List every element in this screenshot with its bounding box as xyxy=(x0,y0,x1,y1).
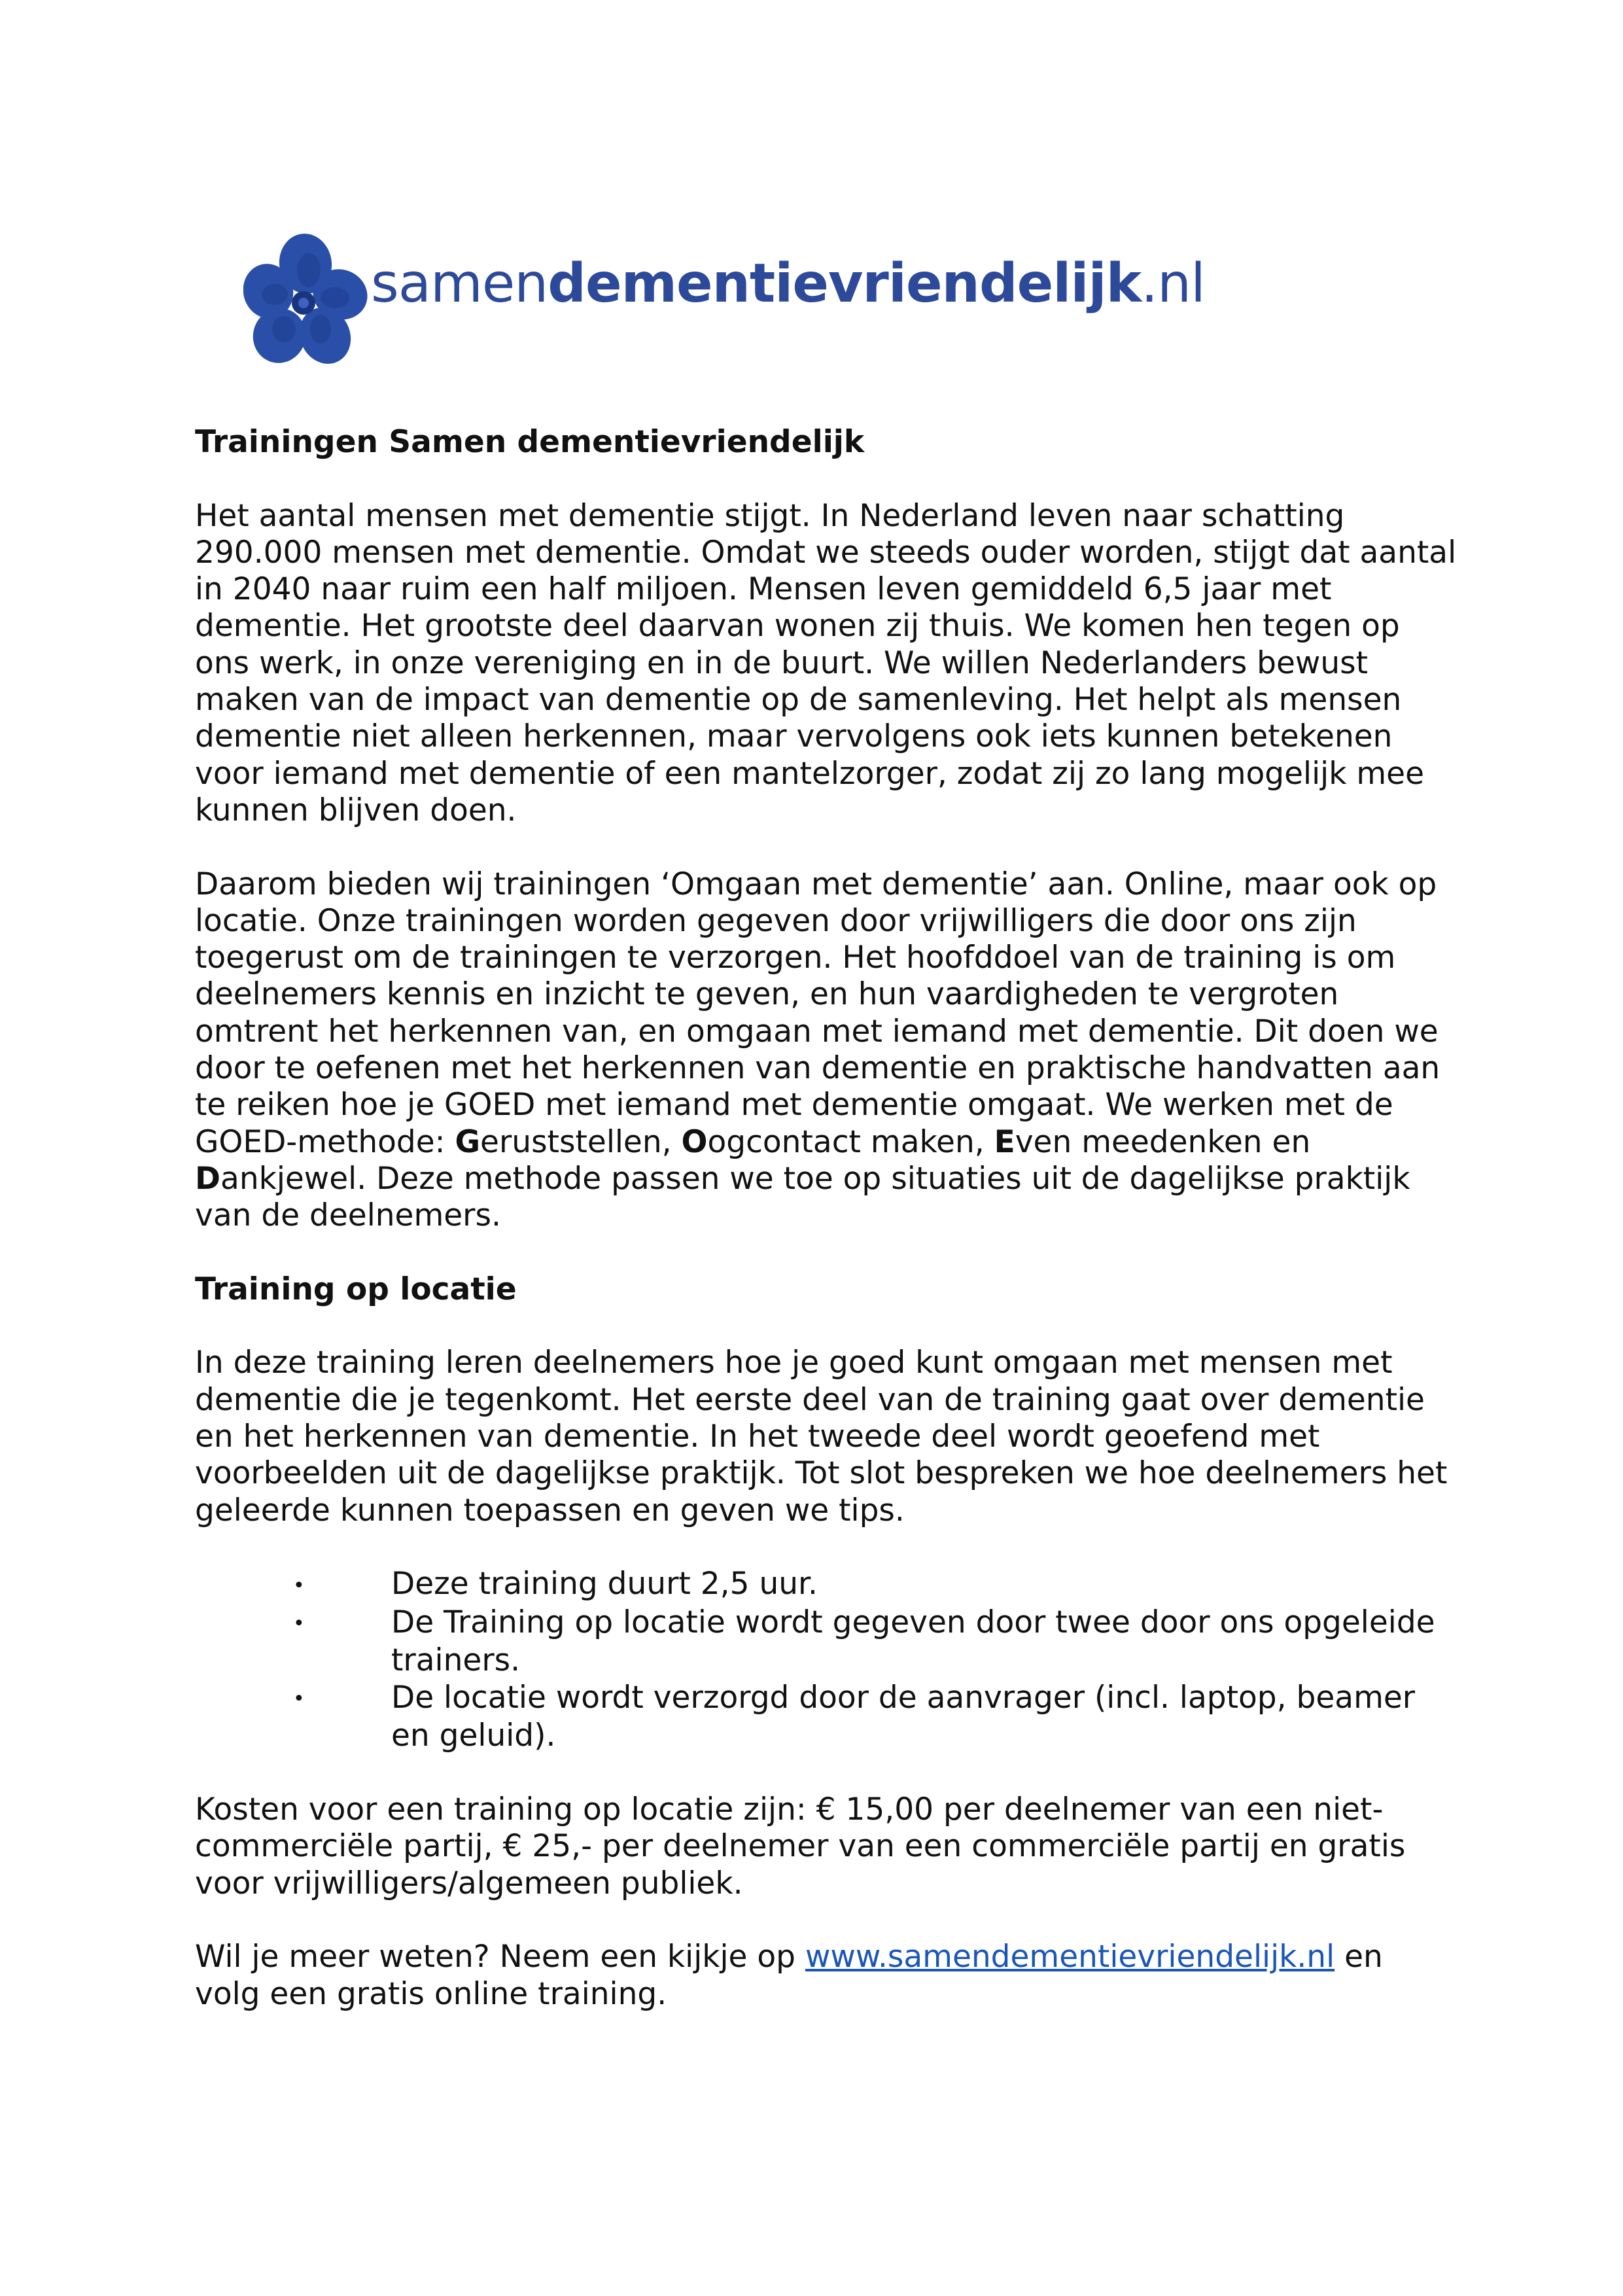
list-item: • Deze training duurt 2,5 uur. xyxy=(293,1566,1457,1604)
logo-text-dementievriendelijk: dementievriendelijk xyxy=(548,253,1142,315)
logo-text-nl: .nl xyxy=(1141,253,1205,315)
bullet-icon: • xyxy=(293,1687,305,1711)
goed-letter-o: O xyxy=(681,1123,708,1160)
list-item: • De locatie wordt verzorgd door de aanvrager (incl. laptop, beamer en geluid). xyxy=(293,1679,1416,1754)
goed-letter-e: E xyxy=(994,1123,1015,1160)
bullet-icon: • xyxy=(293,1574,305,1597)
closing-paragraph: Wil je meer weten? Neem een kijkje op www.samendementievriendelijk.nl en volg een gratis online training. xyxy=(195,1939,1383,2012)
forget-me-not-flower-icon xyxy=(243,232,368,366)
section-heading-location: Training op locatie xyxy=(195,1271,517,1307)
goed-letter-g: G xyxy=(455,1123,481,1160)
list-item: • De Training op locatie wordt gegeven door twee door ons opgeleide trainers. xyxy=(293,1604,1435,1679)
intro-paragraph: Het aantal mensen met dementie stijgt. In Nederland leven naar schatting 290.000 mensen met dementie. Omdat we steeds ouder worden, stijgt dat aantal in 2040 naar ruim een half miljoen. Mensen leven gemiddeld 6,5 jaar met dementie. Het grootste deel daarvan wonen zij thuis. We komen hen tegen op ons werk, in onze vereniging en in de buurt. We willen Nederlanders bewust maken van de impact van dementie op de samenleving. Het helpt als mensen dementie niet alleen herkennen, maar vervolgens ook iets kunnen betekenen voor iemand met dementie of een mantelzorger, zodat zij zo lang mogelijk mee kunnen blijven doen. xyxy=(195,497,1457,828)
website-link[interactable]: www.samendementievriendelijk.nl xyxy=(805,1939,1335,1975)
page-title: Trainingen Samen dementievriendelijk xyxy=(195,424,865,460)
bullet-list xyxy=(195,1566,1457,1755)
training-paragraph: Daarom bieden wij trainingen ‘Omgaan met dementie’ aan. Online, maar ook op locatie. Onze trainingen worden gegeven door vrijwilligers die door ons zijn toegerust om de trainingen te verzorgen. Het hoofddoel van de training is om deelnemers kennis en inzicht te geven, en hun vaardigheden te vergroten omtrent het herkennen van, en omgaan met iemand met dementie. Dit doen we door te oefenen met het herkennen van dementie en praktische handvatten aan te reiken hoe je GOED met iemand met dementie omgaat. We werken met de GOED-methode: Geruststellen, Oogcontact maken, Even meedenken en Dankjewel. Deze methode passen we toe op situaties uit de dagelijkse praktijk van de deelnemers. xyxy=(195,866,1440,1234)
logo-text-samen: samen xyxy=(371,253,548,315)
costs-paragraph: Kosten voor een training op locatie zijn: € 15,00 per deelnemer van een niet-commerciële partij, € 25,- per deelnemer van een commerciële partij en gratis voor vrijwilligers/algemeen publiek. xyxy=(195,1792,1406,1901)
bullet-icon: • xyxy=(293,1612,305,1636)
location-paragraph: In deze training leren deelnemers hoe je goed kunt omgaan met mensen met dementie die je tegenkomt. Het eerste deel van de training gaat over dementie en het herkennen van dementie. In het tweede deel wordt geoefend met voorbeelden uit de dagelijkse praktijk. Tot slot bespreken we hoe deelnemers het geleerde kunnen toepassen en geven we tips. xyxy=(195,1345,1448,1528)
goed-letter-d: D xyxy=(195,1160,221,1197)
training-paragraph-text: Daarom bieden wij trainingen ‘Omgaan met dementie’ aan. Online, maar ook op locatie. Onze trainingen worden gegeven door vrijwilligers die door ons zijn toegerust om de trainingen te verzorgen. Het hoofddoel van de training is om deelnemers kennis en inzicht te geven, en hun vaardigheden te vergroten omtrent het herkennen van, en omgaan met iemand met dementie. Dit doen we door te oefenen met het herkennen van dementie en praktische handvatten aan te reiken hoe je GOED met iemand met dementie omgaat. We werken met de GOED-methode: xyxy=(195,866,1440,1160)
document-body xyxy=(195,424,1457,2013)
logo-wordmark xyxy=(371,253,1205,315)
logo xyxy=(243,232,1205,366)
